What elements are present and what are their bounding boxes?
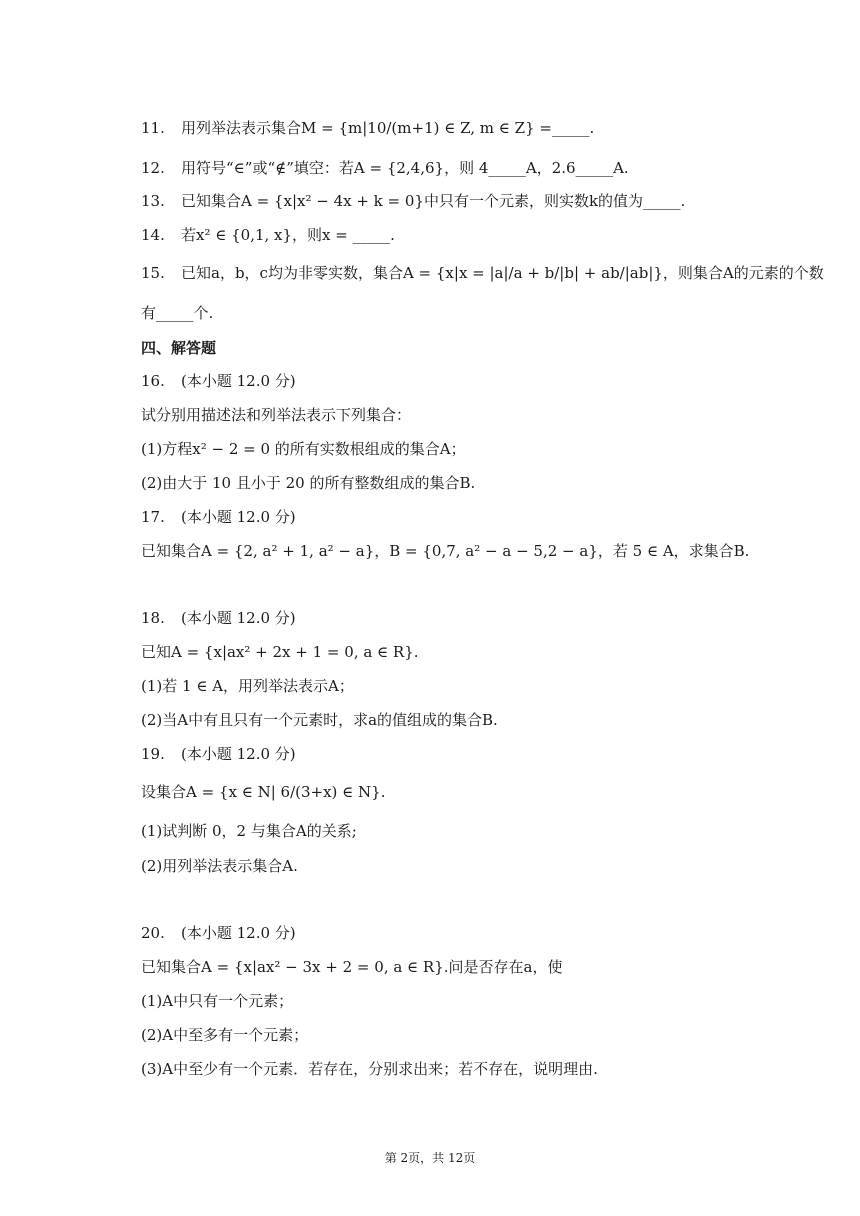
question-text: 已知a，b，c均为非零实数，集合A = {x|x = |a|/a + b/|b| + ab/|ab|}，则集合A的元素的个数 — [181, 264, 824, 282]
question-number: 15. — [141, 264, 165, 282]
problem-20-line: (2)A中至多有一个元素； — [141, 1026, 309, 1044]
problem-20-line: (3)A中至少有一个元素．若存在，分别求出来；若不存在，说明理由. — [141, 1060, 598, 1078]
question-12 — [141, 157, 629, 179]
problem-17-header — [141, 506, 296, 528]
problem-number: 19. — [141, 745, 165, 763]
question-text: 用列举法表示集合M = {m|10/(m+1) ∈ Z, m ∈ Z} =_____. — [181, 119, 595, 137]
problem-20-header — [141, 922, 296, 944]
problem-number: 20. — [141, 924, 165, 942]
problem-score: (本小题 12.0 分) — [181, 508, 296, 526]
problem-18-line: (1)若 1 ∈ A，用列举法表示A； — [141, 677, 354, 695]
question-15 — [141, 262, 824, 284]
problem-number: 16. — [141, 372, 165, 390]
problem-number: 18. — [141, 609, 165, 627]
problem-17-line: 已知集合A = {2, a² + 1, a² − a}，B = {0,7, a² − a − 5,2 − a}，若 5 ∈ A，求集合B. — [141, 542, 750, 560]
problem-19-line: (2)用列举法表示集合A. — [141, 857, 298, 875]
problem-number: 17. — [141, 508, 165, 526]
problem-19-line: 设集合A = {x ∈ N| 6/(3+x) ∈ N}. — [141, 783, 386, 801]
problem-20-line: 已知集合A = {x|ax² − 3x + 2 = 0, a ∈ R}.问是否存在a，使 — [141, 958, 563, 976]
problem-18-line: (2)当A中有且只有一个元素时，求a的值组成的集合B. — [141, 711, 498, 729]
problem-16-line: (1)方程x² − 2 = 0 的所有实数根组成的集合A； — [141, 440, 466, 458]
question-text: 用符号“∈”或“∉”填空：若A = {2,4,6}，则 4_____A，2.6_____A. — [181, 159, 629, 177]
question-number: 13. — [141, 192, 165, 210]
problem-19-header — [141, 743, 296, 765]
problem-16-header — [141, 370, 296, 392]
problem-18-line: 已知A = {x|ax² + 2x + 1 = 0, a ∈ R}. — [141, 643, 419, 661]
section-heading: 四、解答题 — [141, 339, 217, 357]
question-13 — [141, 190, 685, 212]
question-14 — [141, 224, 395, 246]
question-number: 11. — [141, 119, 165, 137]
question-number: 14. — [141, 226, 165, 244]
problem-16-line: 试分别用描述法和列举法表示下列集合： — [141, 406, 412, 424]
question-text: 有_____个. — [141, 304, 214, 322]
problem-score: (本小题 12.0 分) — [181, 924, 296, 942]
problem-19-line: (1)试判断 0，2 与集合A的关系; — [141, 822, 357, 840]
question-15-continued — [141, 302, 213, 324]
question-text: 已知集合A = {x|x² − 4x + k = 0}中只有一个元素，则实数k的值为_____. — [181, 192, 686, 210]
problem-score: (本小题 12.0 分) — [181, 745, 296, 763]
question-number: 12. — [141, 159, 165, 177]
page-footer: 第 2页，共 12页 — [384, 1151, 476, 1165]
question-text: 若x² ∈ {0,1, x}，则x = _____. — [181, 226, 395, 244]
problem-16-line: (2)由大于 10 且小于 20 的所有整数组成的集合B. — [141, 474, 476, 492]
problem-score: (本小题 12.0 分) — [181, 609, 296, 627]
problem-score: (本小题 12.0 分) — [181, 372, 296, 390]
problem-18-header — [141, 607, 296, 629]
question-11 — [141, 117, 594, 139]
problem-20-line: (1)A中只有一个元素； — [141, 992, 294, 1010]
